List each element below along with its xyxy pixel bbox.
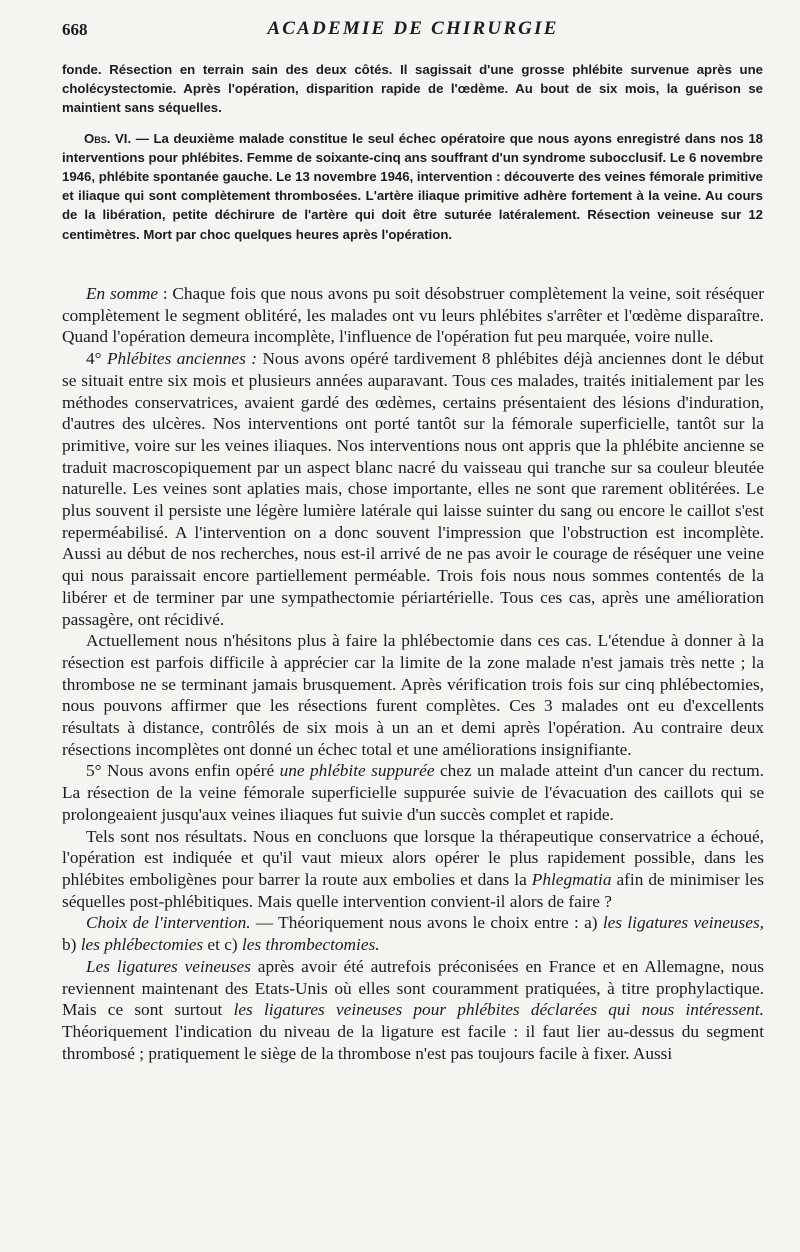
paragraph-text: Tels sont nos résultats. Nous en concluons que lorsque la thérapeutique conservatrice a échoué, l'opération est indiquée et qu'il vaut mieux alors opérer le plus rapidement possible, dans les phlébites emboligènes pour barrer la route aux embolies et dans la: [62, 826, 764, 889]
italic-term: Phlegmatia: [531, 869, 612, 889]
section-number: 5° Nous avons enfin opéré: [86, 761, 280, 781]
observation-label: Obs. VI.: [84, 130, 132, 146]
main-text: [62, 283, 764, 1064]
separator: b): [62, 935, 81, 955]
page-header: [62, 18, 764, 48]
separator: et c): [203, 935, 242, 955]
paragraph-text: — Théoriquement nous avons le choix entre : a): [250, 913, 603, 933]
section-heading: une phlébite suppurée: [279, 761, 435, 781]
page-number: 668: [62, 20, 88, 39]
case-report-block: [62, 60, 763, 244]
paragraph-text: après avoir été autrefois préconisées en France et en Allemagne, nous reviennent maintenant des Etats-Unis où elles sont couramment pratiquées, à titre prophylactique. Mais ce sont surtout: [62, 956, 764, 1020]
case-report-continuation: fonde. Résection en terrain sain des deux côtés. Il sagissait d'une grosse phlébite survenue après une cholécystectomie. Après l'opération, disparition rapide de l'œdème. Au bout de six mois, la guérison se maintient sans séquelles.: [62, 62, 763, 116]
section-heading: Choix de l'intervention.: [86, 913, 251, 933]
paragraph-phlebite-suppuree: [62, 760, 764, 825]
paragraph-text: chez un malade atteint d'un cancer du rectum. La résection de la veine fémorale superficielle suppurée suivie de l'évacuation des caillots qui se prolongeaient jusqu'aux veines iliaques fut suivie d'un succès complet et rapide.: [62, 761, 764, 824]
option-a: les ligatures veineuses,: [602, 913, 764, 933]
section-number: 4°: [86, 349, 107, 369]
running-title: ACADEMIE DE CHIRURGIE: [267, 18, 559, 39]
option-c: les thrombectomies.: [241, 935, 380, 955]
option-b: les phlébectomies: [80, 935, 204, 955]
paragraph-ligatures: [62, 956, 764, 1065]
paragraph-text: : Chaque fois que nous avons pu soit désobstruer complètement la veine, soit réséquer complètement le segment oblitéré, les malades ont vu leurs phlébites s'arrêter et l'œdème disparaître. Quand l'opération demeura incomplète, l'influence de l'opération fut peu marquée, voire nulle.: [62, 284, 764, 347]
paragraph-text-end: afin de minimiser les séquelles post-phlébitiques. Mais quelle intervention convient-il alors de faire ?: [62, 869, 765, 911]
section-heading: Phlébites anciennes :: [106, 349, 258, 369]
paragraph-lead: En somme: [86, 284, 158, 303]
paragraph-text: Nous avons opéré tardivement 8 phlébites déjà anciennes dont le début se situait entre six mois et plusieurs années auparavant. Tous ces malades, traités initialement par les méthodes conservatrices, avaient gardé des œdèmes, certains présentaient des lésions d'induration, d'autres des ulcères. Nos interventions ont porté tantôt sur la fémorale superficielle, tantôt sur la primitive, voire sur les veines iliaques. Nos interventions nous ont appris que la phlébite ancienne se traduit macroscopiquement par un aspect blanc nacré du vaisseau qui tranche sur sa couleur bleutée naturelle. Les veines sont aplaties mais, chose importante, elles ne sont que rarement oblitérées. Le plus souvent il persiste une légère lumière latérale qui laisse suinter du sang ou encore le caillot s'est reperméabilisé. A l'intervention on a donc souvent l'impression que l'obstruction est incomplète. Aussi au début de nos recherches, nous est-il arrivé de ne pas avoir le courage de réséquer une veine qui nous paraissait encore partiellement perméable. Trois fois nous nous sommes contentés de la libérer et de terminer par une sympathectomie périartérielle. Tous ces cas, après une amélioration passagère, ont récidivé.: [62, 349, 764, 629]
paragraph-choix-intervention: [62, 912, 764, 955]
paragraph-actuellement: Actuellement nous n'hésitons plus à faire la phlébectomie dans ces cas. L'étendue à donner à la résection est parfois difficile à apprécier car la limite de la zone malade n'est jamais très nette ; la thrombose ne se terminant jamais brusquement. Après vérification trois fois sur cinq phlébectomies, nous pouvons affirmer que les résections furent complètes. Ces 3 malades ont eu d'excellents résultats à distance, contrôlés de six mois à un an et demi après l'opération. Au contraire deux résections incomplètes ont donné un échec total et une améliorations insignifiante.: [62, 631, 764, 759]
paragraph-en-somme: [62, 283, 764, 348]
section-heading: Les ligatures veineuses: [86, 956, 251, 976]
paragraph-phlebites-anciennes: [62, 348, 764, 630]
paragraph-resultats: [62, 826, 764, 913]
italic-phrase: les ligatures veineuses pour phlébites déclarées qui nous intéressent.: [233, 1000, 764, 1020]
observation-vi: [62, 129, 763, 244]
observation-text: — La deuxième malade constitue le seul échec opératoire que nous ayons enregistré dans nos 18 interventions pour phlébites. Femme de soixante-cinq ans souffrant d'un syndrome subocclusif. Le 6 novembre 1946, phlébite spontanée gauche. Le 13 novembre 1946, intervention : découverte des veines fémorale primitive et iliaque qui sont complètement thrombosées. L'artère iliaque primitive adhère fortement à la veine. Au cours de la libération, petite déchirure de l'artère qui doit être suturée latéralement. Résection veineuse sur 12 centimètres. Mort par choc quelques heures après l'opération.: [62, 130, 763, 242]
paragraph-text-end: Théoriquement l'indication du niveau de la ligature est facile : il faut lier au-dessus du segment thrombosé ; pratiquement le siège de la thrombose n'est pas toujours facile à fixer. Aussi: [62, 1021, 764, 1063]
